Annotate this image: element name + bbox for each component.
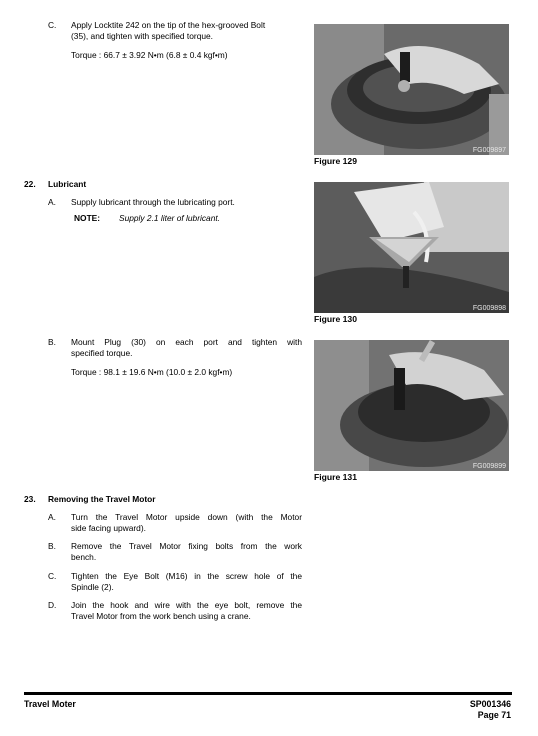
step-c-torque: Torque : 66.7 ± 3.92 N•m (6.8 ± 0.4 kgf•m) (71, 50, 228, 60)
section-23-step-a-line2: side facing upward). (71, 523, 146, 533)
section-23-step-c-letter: C. (48, 571, 57, 581)
section-22-step-a-text: Supply lubricant through the lubricating port. (71, 197, 235, 207)
figure-130-caption: Figure 130 (314, 314, 357, 324)
section-23-step-b-line2: bench. (71, 552, 97, 562)
section-22-number: 22. (24, 179, 36, 189)
section-23-step-a-letter: A. (48, 512, 56, 522)
section-22-step-a-letter: A. (48, 197, 56, 207)
figure-129-caption: Figure 129 (314, 156, 357, 166)
note-text: Supply 2.1 liter of lubricant. (119, 213, 221, 223)
section-22-step-b-torque: Torque : 98.1 ± 19.6 N•m (10.0 ± 2.0 kgf•m) (71, 367, 233, 377)
step-c-letter: C. (48, 20, 57, 30)
figure-131-caption: Figure 131 (314, 472, 357, 482)
section-22-step-b-line2: specified torque. (71, 348, 133, 358)
section-23-step-b-letter: B. (48, 541, 56, 551)
step-c-text-line1: Apply Locktite 242 on the tip of the hex-grooved Bolt (71, 20, 266, 30)
section-23-step-d-letter: D. (48, 600, 57, 610)
figure-131-photo (314, 340, 509, 471)
footer-page-number: Page 71 (477, 710, 511, 720)
step-c-text-line2: (35), and tighten with specified torque. (71, 31, 213, 41)
section-22-title: Lubricant (48, 179, 87, 189)
figure-130-photo (314, 182, 509, 313)
figure-131-id: FG009899 (472, 463, 506, 470)
figure-129-photo (314, 24, 509, 155)
footer-section-title: Travel Moter (24, 699, 76, 709)
section-23-step-c-line1: Tighten the Eye Bolt (M16) in the screw hole of the (71, 571, 302, 581)
footer-doc-id: SP001346 (469, 699, 511, 709)
section-23-step-c-line2: Spindle (2). (71, 582, 114, 592)
section-23-number: 23. (24, 494, 36, 504)
section-23-step-a-line1: Turn the Travel Motor upside down (with the Motor (71, 512, 302, 522)
section-23-title: Removing the Travel Motor (48, 494, 156, 504)
note-label: NOTE: (74, 213, 101, 223)
figure-129-id: FG009897 (472, 147, 506, 154)
section-22-step-b-letter: B. (48, 337, 56, 347)
section-23-step-d-line1: Join the hook and wire with the eye bolt, remove the (71, 600, 302, 610)
figure-130-id: FG009898 (472, 305, 506, 312)
section-22-step-b-line1: Mount Plug (30) on each port and tighten with (71, 337, 302, 347)
section-23-step-d-line2: Travel Motor from the work bench using a crane. (71, 611, 251, 621)
footer-rule (24, 692, 512, 695)
section-23-step-b-line1: Remove the Travel Motor fixing bolts from the work (71, 541, 302, 551)
